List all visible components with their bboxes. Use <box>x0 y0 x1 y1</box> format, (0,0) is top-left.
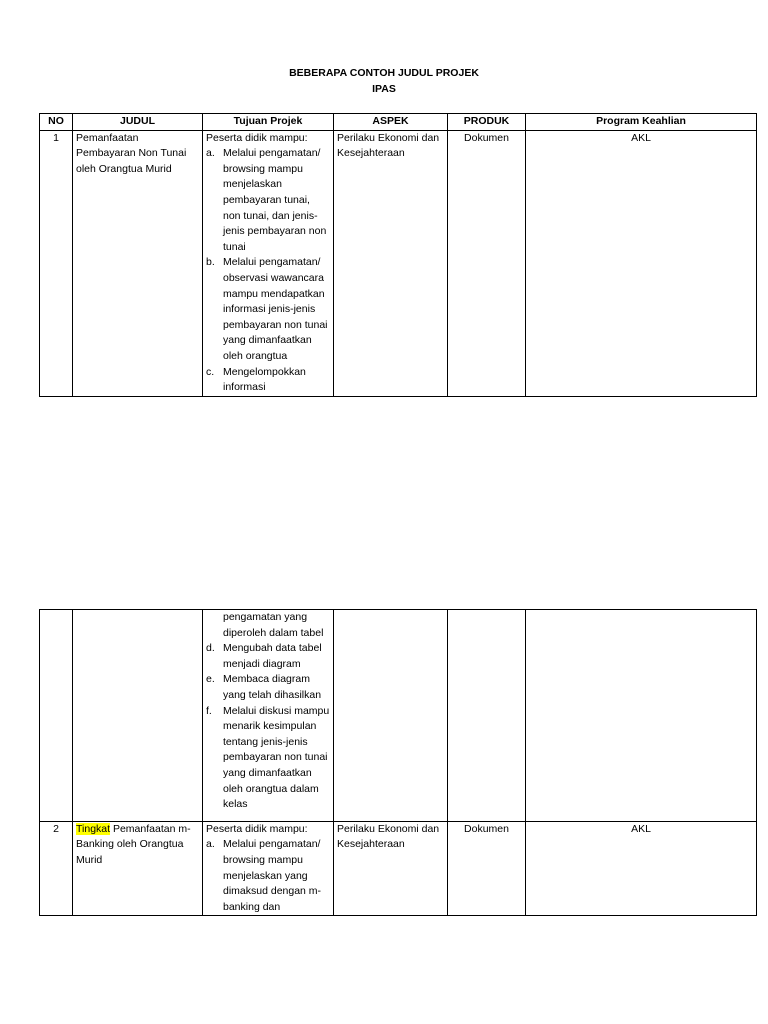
tujuan-intro: Peserta didik mampu: <box>206 822 308 835</box>
page-title: BEBERAPA CONTOH JUDUL PROJEK <box>289 67 479 79</box>
header-produk: PRODUK <box>448 114 526 131</box>
tujuan-intro: Peserta didik mampu: <box>206 131 308 144</box>
list-item: f. Melalui diskusi mampu menarik kesimpulan tentang jenis-jenis pembayaran non tunai yang dimanfaatkan oleh orangtua dalam kelas <box>206 704 330 811</box>
row-tujuan <box>203 130 334 396</box>
row-no <box>40 610 73 822</box>
row-program <box>526 610 757 822</box>
row-tujuan <box>203 821 334 916</box>
page-subtitle: IPAS <box>372 83 396 95</box>
header-tujuan: Tujuan Projek <box>203 114 334 131</box>
tujuan-list <box>206 837 330 915</box>
row-program: AKL <box>526 130 757 396</box>
list-item: d. Mengubah data tabel menjadi diagram <box>206 642 322 670</box>
table-row <box>40 130 757 396</box>
row-produk: Dokumen <box>448 821 526 916</box>
list-item: e. Membaca diagram yang telah dihasilkan <box>206 673 322 701</box>
table-header-row <box>40 114 757 131</box>
list-item: c. Mengelompokkan informasi <box>206 365 306 394</box>
projects-table-page1 <box>39 113 757 397</box>
header-judul: JUDUL <box>73 114 203 131</box>
table-row <box>40 821 757 916</box>
row-no: 2 <box>40 821 73 916</box>
tujuan-list <box>206 146 330 396</box>
row-program: AKL <box>526 821 757 916</box>
row-judul <box>73 610 203 822</box>
row-produk: Dokumen <box>448 130 526 396</box>
header-no: NO <box>40 114 73 131</box>
row-aspek: Perilaku Ekonomi dan Kesejahteraan <box>334 130 448 396</box>
header-aspek: ASPEK <box>334 114 448 131</box>
row-produk <box>448 610 526 822</box>
list-item: pengamatan yang diperoleh dalam tabel <box>223 611 324 639</box>
row-judul: Pemanfaatan Pembayaran Non Tunai oleh Orangtua Murid <box>73 130 203 396</box>
row-aspek <box>334 610 448 822</box>
tujuan-list <box>206 610 330 813</box>
row-tujuan <box>203 610 334 822</box>
row-judul: Tingkat Pemanfaatan m-Banking oleh Orangtua Murid <box>73 821 203 916</box>
header-program: Program Keahlian <box>526 114 757 131</box>
projects-table-page2 <box>39 609 757 916</box>
highlighted-word: Tingkat <box>76 822 111 835</box>
list-item: a. Melalui pengamatan/ browsing mampu menjelaskan pembayaran tunai, non tunai, dan jenis-jenis pembayaran non tunai <box>206 147 327 253</box>
list-item: b. Melalui pengamatan/ observasi wawancara mampu mendapatkan informasi jenis-jenis pembayaran non tunai yang dimanfaatkan oleh orangtua <box>206 256 328 362</box>
row-aspek: Perilaku Ekonomi dan Kesejahteraan <box>334 821 448 916</box>
row-no: 1 <box>40 130 73 396</box>
table-row <box>40 610 757 822</box>
list-item: a. Melalui pengamatan/ browsing mampu menjelaskan yang dimaksud dengan m-banking dan <box>206 838 322 913</box>
